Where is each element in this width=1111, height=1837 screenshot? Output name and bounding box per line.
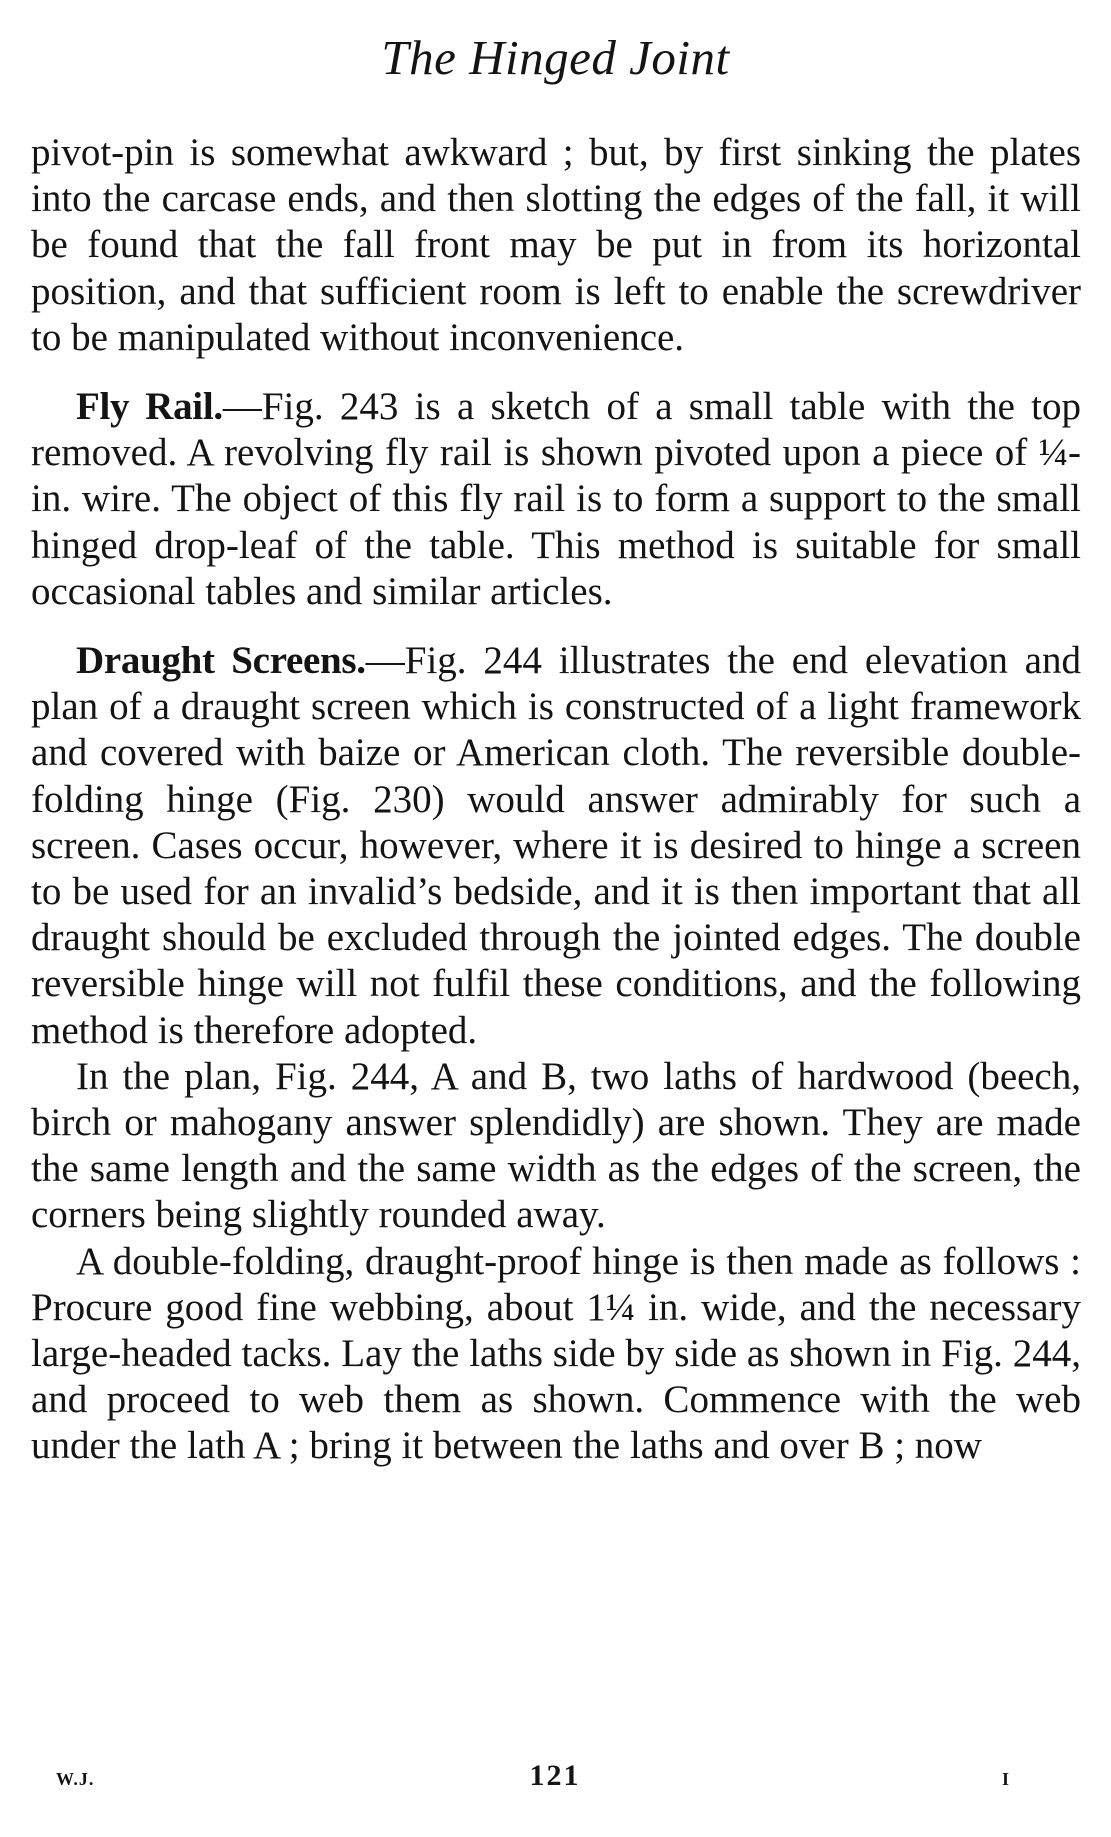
section-heading-draught-screens: Draught Screens. [76,639,366,683]
fly-rail-text: —Fig. 243 is a sketch of a small table with the top removed. A revolving fly rail is shown pivoted upon a piece of ¼-in. wire. The object of this fly rail is to form a support to the small hinged drop-leaf of the table. This method is suitable for small occasional tables and similar articles. [31,385,1081,613]
draught-screens-text: —Fig. 244 illustrates the end elevation and plan of a draught screen which is constructed of a light framework and covered with baize or American cloth. The reversible double-folding hinge (Fig. 230) would answer admirably for such a screen. Cases occur, however, where it is desired to hinge a screen to be used for an invalid’s bedside, and it is then important that all draught should be excluded through the jointed edges. The double reversible hinge will not fulfil these conditions, and the following method is therefore adopted. [31,639,1081,1052]
gathering-mark: I [1002,1769,1010,1789]
signature-mark: W.J. [56,1769,95,1789]
paragraph-fly-rail [31,384,1081,615]
page-footer [0,1759,1111,1803]
paragraph-pivot-pin: pivot-pin is somewhat awkward ; but, by first sinking the plates into the carcase ends, and then slotting the edges of the fall, it will be found that the fall front may be put in from its horizontal position, and that sufficient room is left to enable the screwdriver to be manipulated without inconvenience. [31,131,1081,359]
paragraph-draught-screens [31,638,1081,1054]
running-title: The Hinged Joint [381,30,730,85]
section-heading-fly-rail: Fly Rail. [76,385,223,429]
paragraph-plan-laths: In the plan, Fig. 244, A and B, two laths of hardwood (beech, birch or mahogany answer splendidly) are shown. They are made the same length and the same width as the edges of the screen, the corners being slightly rounded away. [31,1054,1081,1237]
page-number: 121 [529,1759,581,1792]
paragraph-hinge-webbing: A double-folding, draught-proof hinge is then made as follows : Procure good fine webbing, about 1¼ in. wide, and the necessary large-headed tacks. Lay the laths side by side as shown in Fig. 244, and proceed to web them as shown. Commence with the web under the lath A ; bring it between the laths and over B ; now [31,1239,1081,1468]
body-text [31,130,1081,1470]
